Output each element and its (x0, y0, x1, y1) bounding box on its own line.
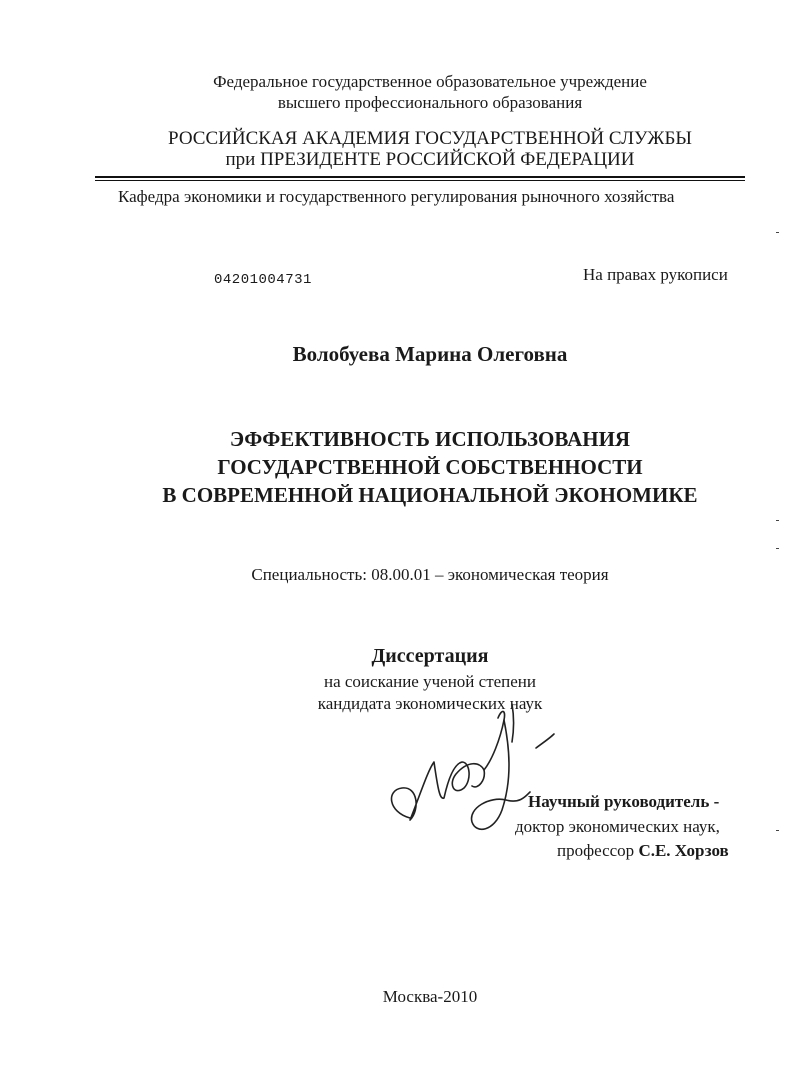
header-divider (95, 176, 745, 178)
scan-speck (776, 830, 779, 831)
supervisor-degree: доктор экономических наук, (515, 817, 720, 836)
supervisor-title: профессор (557, 841, 635, 860)
specialty: Специальность: 08.00.01 – экономическая теория (251, 565, 609, 584)
scan-speck (776, 548, 779, 549)
title-line-3: В СОВРЕМЕННОЙ НАЦИОНАЛЬНОЙ ЭКОНОМИКЕ (162, 483, 698, 507)
institution-line-2: высшего профессионального образования (277, 93, 583, 112)
academy-line-1: РОССИЙСКАЯ АКАДЕМИЯ ГОСУДАРСТВЕННОЙ СЛУЖБЫ (168, 128, 692, 149)
title-line-1: ЭФФЕКТИВНОСТЬ ИСПОЛЬЗОВАНИЯ (229, 427, 631, 451)
institution-line-1: Федеральное государственное образовательное учреждение (213, 72, 647, 91)
city-year: Москва-2010 (382, 987, 478, 1006)
record-number: 04201004731 (214, 272, 312, 288)
supervisor-name-line (557, 841, 729, 861)
title-line-2: ГОСУДАРСТВЕННОЙ СОБСТВЕННОСТИ (217, 455, 643, 479)
supervisor-name: С.Е. Хорзов (638, 841, 729, 860)
dissertation-heading: Диссертация (371, 645, 489, 667)
dissertation-line-1: на соискание ученой степени (323, 672, 537, 691)
dissertation-line-2: кандидата экономических наук (317, 694, 543, 713)
scan-speck (776, 232, 779, 233)
header-divider-thin (95, 180, 745, 181)
academy-line-2: при ПРЕЗИДЕНТЕ РОССИЙСКОЙ ФЕДЕРАЦИИ (225, 149, 635, 170)
rights-notice: На правах рукописи (583, 265, 728, 284)
author-name: Волобуева Марина Олеговна (292, 342, 568, 366)
department: Кафедра экономики и государственного регулирования рыночного хозяйства (118, 187, 675, 206)
scan-speck (776, 520, 779, 521)
supervisor-heading: Научный руководитель - (528, 792, 720, 811)
